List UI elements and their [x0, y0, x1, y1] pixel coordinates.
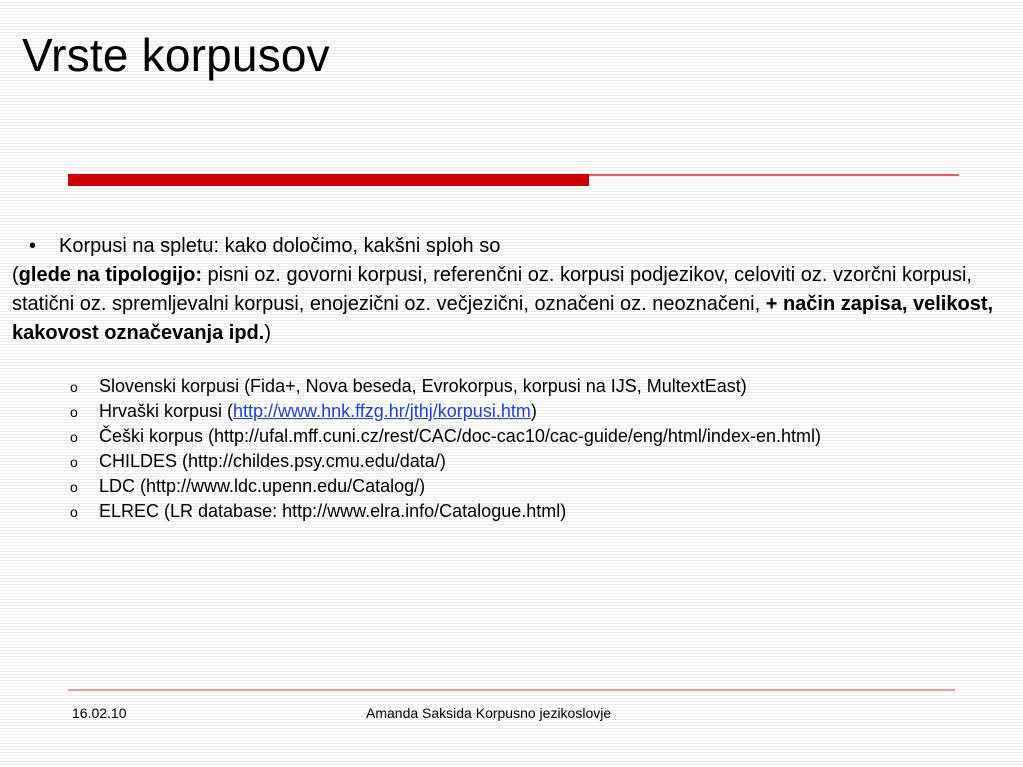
circle-bullet-icon: o	[70, 429, 78, 445]
croatian-corpora-link[interactable]: http://www.hnk.ffzg.hr/jthj/korpusi.htm	[233, 401, 531, 421]
footer-author: Amanda Saksida Korpusno jezikoslovje	[366, 705, 612, 721]
list-item-slovenian	[70, 374, 1010, 399]
list-item-czech	[70, 424, 1010, 449]
title-underline-thick	[68, 174, 589, 186]
slide-title: Vrste korpusov	[22, 29, 330, 81]
footer-divider	[68, 689, 955, 691]
typology-text: pisni oz. govorni korpusi, referenčni oz. korpusi podjezikov, celoviti oz. vzorčni korpusi, statični oz. spremljevalni korpusi, enojezični oz. večjezični, označeni oz. neoznačeni,	[12, 264, 972, 315]
intro-bullet-item	[12, 232, 1007, 261]
close-paren: )	[264, 322, 271, 344]
list-item-ldc	[70, 474, 1010, 499]
corpora-list	[70, 374, 1010, 524]
typology-paragraph	[12, 261, 1007, 348]
title-underline-thin	[589, 174, 959, 176]
list-item-text: CHILDES (http://childes.psy.cmu.edu/data/)	[99, 451, 446, 471]
list-item-text: ELREC (LR database: http://www.elra.info/Catalogue.html)	[99, 501, 567, 521]
circle-bullet-icon: o	[70, 404, 78, 420]
open-paren: (	[12, 264, 19, 286]
circle-bullet-icon: o	[70, 479, 78, 495]
list-item-text: Slovenski korpusi (Fida+, Nova beseda, Evrokorpus, korpusi na IJS, MultextEast)	[99, 376, 747, 396]
intro-line-text: Korpusi na spletu: kako določimo, kakšni sploh so	[59, 235, 501, 257]
list-item-croatian	[70, 399, 1010, 424]
list-item-suffix: )	[530, 401, 537, 421]
list-item-prefix: Hrvaški korpusi (	[99, 401, 234, 421]
circle-bullet-icon: o	[70, 504, 78, 520]
footer-date: 16.02.10	[72, 705, 127, 721]
circle-bullet-icon: o	[70, 379, 78, 395]
list-item-text: Češki korpus (http://ufal.mff.cuni.cz/rest/CAC/doc-cac10/cac-guide/eng/html/index-en.html)	[99, 426, 821, 446]
list-item-elrec	[70, 499, 1010, 524]
typology-label: glede na tipologijo:	[18, 264, 202, 286]
extra-criteria: + način zapisa, velikost, kakovost označevanja ipd.	[12, 293, 994, 344]
intro-block	[12, 232, 1007, 348]
list-item-childes	[70, 449, 1010, 474]
circle-bullet-icon: o	[70, 454, 78, 470]
list-item-text: LDC (http://www.ldc.upenn.edu/Catalog/)	[99, 476, 426, 496]
bullet-icon: •	[29, 235, 37, 257]
